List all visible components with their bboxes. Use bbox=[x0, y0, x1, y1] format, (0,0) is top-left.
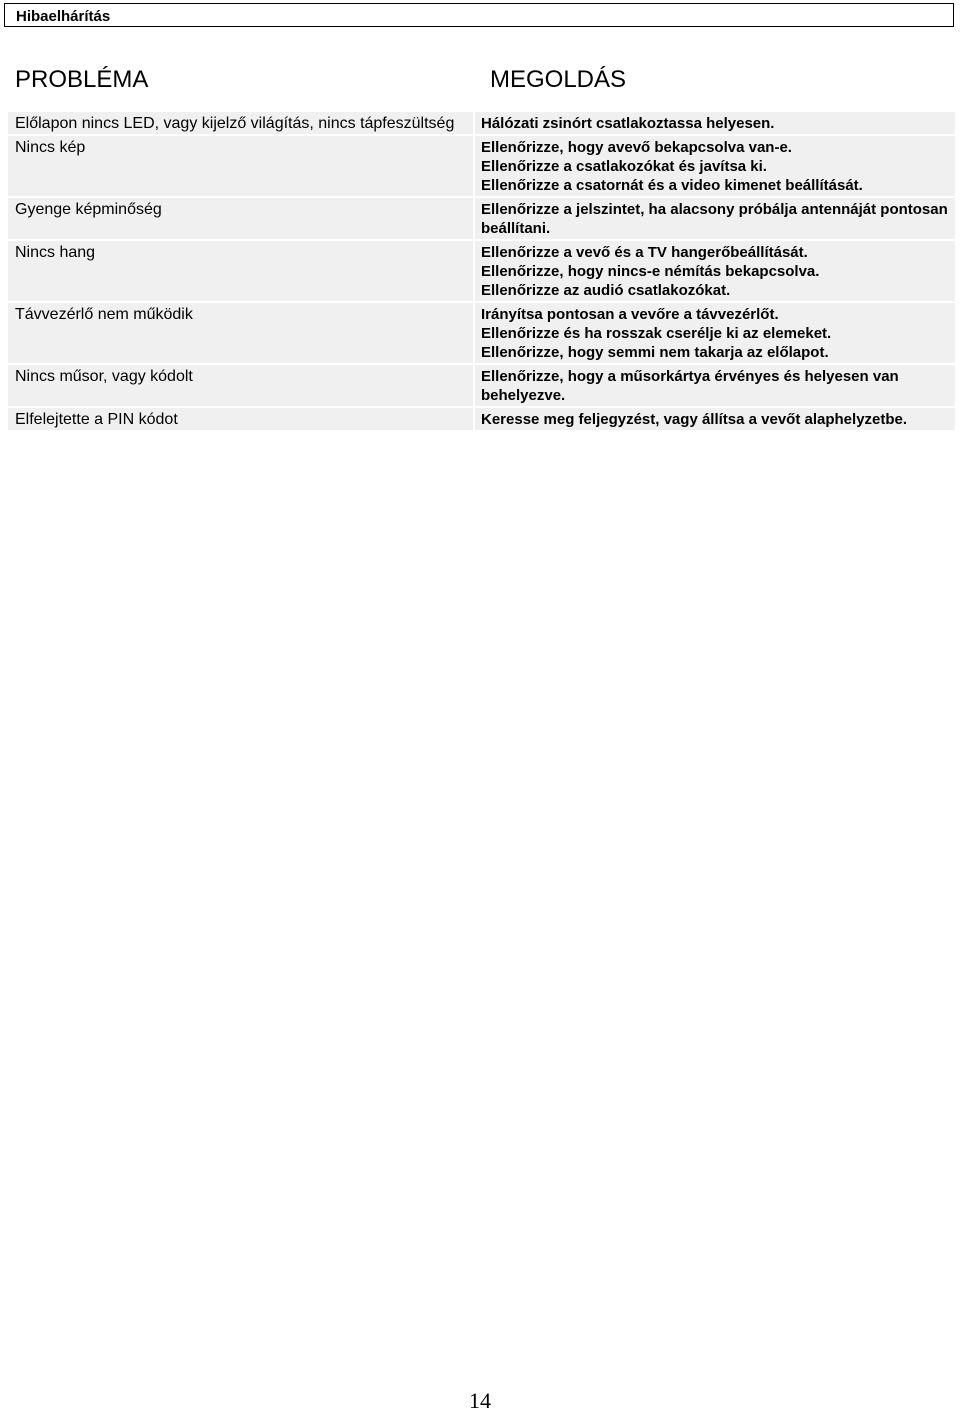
table-row bbox=[8, 241, 955, 301]
problem-cell: Nincs kép bbox=[8, 136, 473, 196]
problem-column-heading: PROBLÉMA bbox=[15, 66, 149, 93]
table-row bbox=[8, 408, 955, 430]
problem-cell: Nincs műsor, vagy kódolt bbox=[8, 365, 473, 406]
section-title: Hibaelhárítás bbox=[16, 8, 111, 25]
solution-cell: Keresse meg feljegyzést, vagy állítsa a vevőt alaphelyzetbe. bbox=[475, 408, 955, 430]
problem-cell: Előlapon nincs LED, vagy kijelző világítás, nincs tápfeszültség bbox=[8, 112, 473, 134]
solution-cell: Irányítsa pontosan a vevőre a távvezérlőt. Ellenőrizze és ha rosszak cserélje ki az elemeket. Ellenőrizze, hogy semmi nem takarja az előlapot. bbox=[475, 303, 955, 363]
table-row bbox=[8, 303, 955, 363]
problem-cell: Távvezérlő nem működik bbox=[8, 303, 473, 363]
solution-cell: Ellenőrizze, hogy avevő bekapcsolva van-e. Ellenőrizze a csatlakozókat és javítsa ki. Ellenőrizze a csatornát és a video kimenet beállítását. bbox=[475, 136, 955, 196]
page-number: 14 bbox=[469, 1388, 491, 1413]
solution-cell: Ellenőrizze a vevő és a TV hangerőbeállítását. Ellenőrizze, hogy nincs-e némítás bekapcsolva. Ellenőrizze az audió csatlakozókat. bbox=[475, 241, 955, 301]
solution-cell: Hálózati zsinórt csatlakoztassa helyesen. bbox=[475, 112, 955, 134]
problem-cell: Nincs hang bbox=[8, 241, 473, 301]
solution-cell: Ellenőrizze, hogy a műsorkártya érvényes és helyesen van behelyezve. bbox=[475, 365, 955, 406]
solution-column-heading: MEGOLDÁS bbox=[490, 66, 627, 93]
table-row bbox=[8, 136, 955, 196]
section-header bbox=[4, 3, 954, 27]
table-row bbox=[8, 198, 955, 239]
troubleshooting-table bbox=[6, 110, 957, 432]
table-row bbox=[8, 365, 955, 406]
table-row bbox=[8, 112, 955, 134]
problem-cell: Elfelejtette a PIN kódot bbox=[8, 408, 473, 430]
solution-cell: Ellenőrizze a jelszintet, ha alacsony próbálja antennáját pontosan beállítani. bbox=[475, 198, 955, 239]
problem-cell: Gyenge képminőség bbox=[8, 198, 473, 239]
